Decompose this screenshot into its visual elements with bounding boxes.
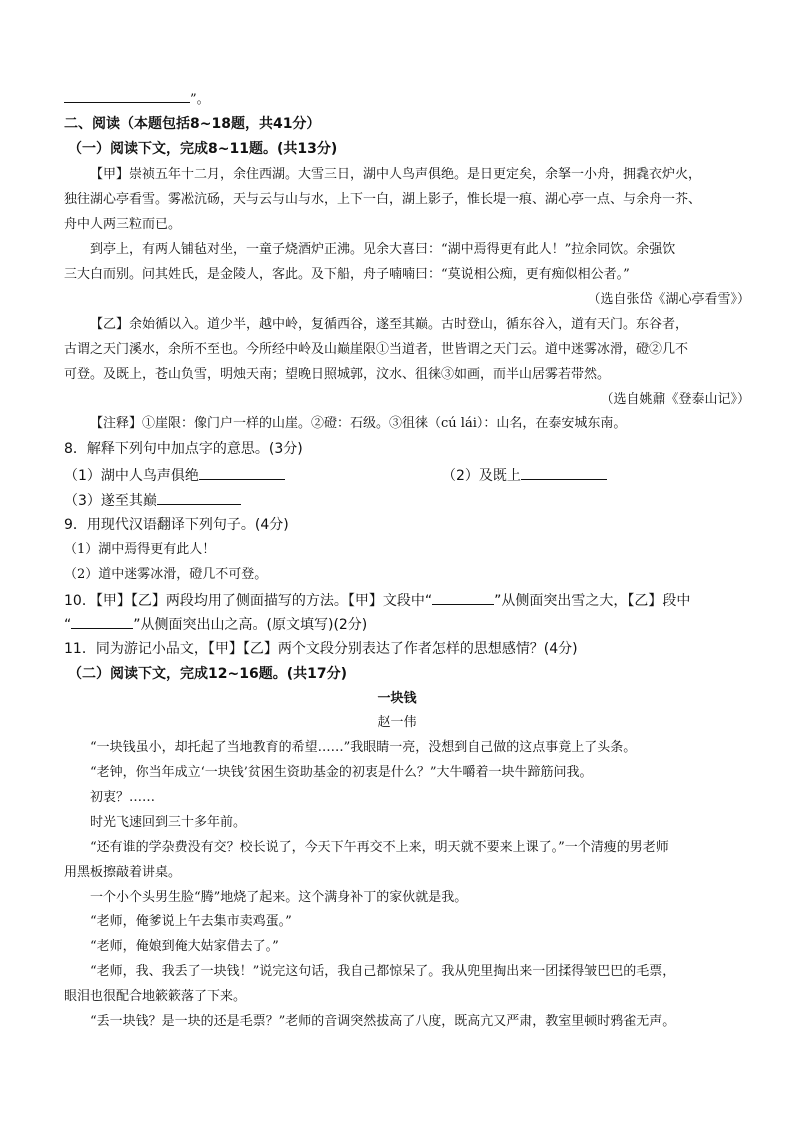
q8-row-1: （1）湖中人鸟声俱绝 （2）及既上 <box>64 465 744 486</box>
story-line-10: “老师，我、我丢了一块钱！”说完这句话，我自己都惊呆了。我从兜里掏出来一团揉得皱巴巴的毛票， <box>90 964 676 979</box>
story-author: 赵一伟 <box>377 715 417 730</box>
q10-blank-2[interactable] <box>71 614 133 629</box>
q11-stem: 11．同为游记小品文，【甲】【乙】两个文段分别表达了作者怎样的思想感情？(4分) <box>64 641 578 657</box>
story-line-1: “一块钱虽小，却托起了当地教育的希望……”我眼睛一亮，没想到自己做的这点事竟上了头条。 <box>90 740 637 755</box>
q8-blank-1[interactable] <box>199 465 285 480</box>
yi-line-3: 可登。及既上，苍山负雪，明烛天南；望晚日照城郭，汶水、徂徕③如画，而半山居雾若带然。 <box>64 367 611 382</box>
story-line-4: 时光飞速回到三十多年前。 <box>90 815 247 830</box>
part2-title: （二）阅读下文，完成12~16题。(共17分) <box>68 666 347 682</box>
jia-line-5: 三大白而别。问其姓氏，是金陵人，客此。及下船，舟子喃喃曰：“莫说相公痴，更有痴似相公者。” <box>64 267 630 282</box>
q9-stem: 9．用现代汉语翻译下列句子。(4分) <box>64 517 289 533</box>
story-line-12: “丢一块钱？是一块的还是毛票？”老师的音调突然拔高了八度，既高亢又严肃，教室里顿时鸦雀无声。 <box>90 1014 676 1029</box>
story-line-11: 眼泪也很配合地簌簌落了下来。 <box>64 989 247 1004</box>
q10-line-2: “ ”从侧面突出山之高。(原文填写)(2分) <box>64 614 744 635</box>
story-line-6: 用黑板擦敲着讲桌。 <box>64 865 182 880</box>
story-line-3: 初衷？…… <box>90 790 156 805</box>
yi-source: （选自姚鼐《登泰山记》） <box>600 392 750 407</box>
q8-row-2: （3）遂至其巅 <box>64 490 744 511</box>
q9-item-2: （2）道中迷雾冰滑，磴几不可登。 <box>64 567 268 582</box>
story-line-9: “老师，俺娘到俺大姑家借去了。” <box>90 939 279 954</box>
q8-blank-3[interactable] <box>157 490 241 505</box>
story-line-8: “老师，俺爹说上午去集市卖鸡蛋。” <box>90 914 292 929</box>
answer-line-tail: ”。 <box>64 88 744 110</box>
part1-title: （一）阅读下文，完成8~11题。(共13分) <box>68 141 338 157</box>
jia-line-2: 独往湖心亭看雪。雾凇沆砀，天与云与山与水，上下一白，湖上影子，惟长堤一痕、湖心亭一点、与余舟一芥、 <box>64 192 702 207</box>
story-line-7: 一个小个头男生脸“腾”地烧了起来。这个满身补丁的家伙就是我。 <box>90 890 468 905</box>
answer-blank[interactable] <box>64 88 190 103</box>
section-title: 二、阅读（本题包括8~18题，共41分） <box>64 116 321 132</box>
yi-line-2: 古谓之天门溪水，余所不至也。今所经中岭及山巅崖限①当道者，世皆谓之天门云。道中迷雾冰滑，磴②几不 <box>64 342 689 357</box>
notes: 【注释】①崖限：像门户一样的山崖。②磴：石级。③徂徕（cú lái）：山名，在泰安城东南。 <box>90 416 627 431</box>
jia-source: （选自张岱《湖心亭看雪》） <box>587 292 750 307</box>
yi-line-1: 【乙】余始循以入。道少半，越中岭，复循西谷，遂至其巅。古时登山，循东谷入，道有天门。东谷者， <box>90 317 689 332</box>
story-line-2: “老钟，你当年成立‘一块钱’贫困生资助基金的初衷是什么？”大牛嚼着一块牛蹄筋问我。 <box>90 765 593 780</box>
jia-line-3: 舟中人两三粒而已。 <box>64 217 182 232</box>
q9-item-1: （1）湖中焉得更有此人！ <box>64 542 216 557</box>
jia-line-4: 到亭上，有两人铺毡对坐，一童子烧酒炉正沸。见余大喜曰：“湖中焉得更有此人！”拉余同饮。余强饮 <box>90 242 676 257</box>
q8-blank-2[interactable] <box>521 465 607 480</box>
q8-item-2: （2）及既上 <box>442 465 607 486</box>
jia-line-1: 【甲】崇祯五年十二月，余住西湖。大雪三日，湖中人鸟声俱绝。是日更定矣，余拏一小舟，拥毳衣炉火， <box>90 167 702 182</box>
q8-stem: 8．解释下列句中加点字的意思。(3分) <box>64 441 303 457</box>
story-title: 一块钱 <box>377 691 417 706</box>
q10-blank-1[interactable] <box>432 590 494 605</box>
story-line-5: “还有谁的学杂费没有交？校长说了，今天下午再交不上来，明天就不要来上课了。”一个清瘦的男老师 <box>90 840 669 855</box>
q10-line-1: 10．【甲】【乙】两段均用了侧面描写的方法。【甲】文段中“ ”从侧面突出雪之大，【乙】段中 <box>64 590 744 611</box>
